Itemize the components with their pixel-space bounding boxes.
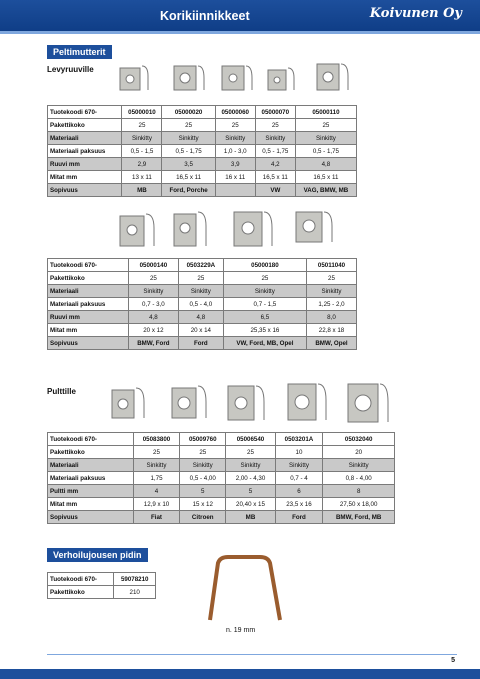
table-cell: Sinkitty (133, 459, 179, 472)
table-cell: 10 (275, 446, 323, 459)
table-cell: 16,5 x 11 (295, 171, 356, 184)
wire-clip-icon (200, 555, 290, 625)
row-label: Sopivuus (48, 184, 122, 197)
table-cell: 0,5 - 1,75 (255, 145, 295, 158)
table-cell: 20,40 x 15 (226, 498, 275, 511)
table-cell: Sinkitty (306, 285, 356, 298)
table-cell: 23,5 x 16 (275, 498, 323, 511)
table-cell: 25 (223, 272, 306, 285)
table-cell: Ford, Porche (162, 184, 215, 197)
company-logo: Koivunen Oy (369, 6, 462, 21)
table-cell: 25 (306, 272, 356, 285)
table-cell: Citroen (180, 511, 226, 524)
table-cell: VAG, BMW, MB (295, 184, 356, 197)
table-cell: Sinkitty (255, 132, 295, 145)
table-cell: MB (122, 184, 162, 197)
table-cell: 05083800 (133, 433, 179, 446)
table-row (48, 446, 395, 459)
table-row (48, 459, 395, 472)
table-cell (215, 184, 255, 197)
table-cell: 15 x 12 (180, 498, 226, 511)
table-row (48, 119, 357, 132)
table-row (48, 573, 156, 586)
product-image-row (110, 208, 360, 263)
table-cell: 05000110 (295, 106, 356, 119)
table-cell: 25 (162, 119, 215, 132)
row-label: Mitat mm (48, 498, 134, 511)
table-cell: Ford (178, 337, 223, 350)
table-cell: Sinkitty (180, 459, 226, 472)
row-label: Materiaali (48, 132, 122, 145)
table-cell: 25 (122, 119, 162, 132)
table-cell: 1,0 - 3,0 (215, 145, 255, 158)
table-row (48, 285, 357, 298)
table-cell: 0,5 - 4,0 (178, 298, 223, 311)
section-title-verhoilujousen-pidin: Verhoilujousen pidin (47, 548, 148, 562)
table-cell: 05009760 (180, 433, 226, 446)
table-cell: BMW, Ford, MB (323, 511, 395, 524)
subtitle-levyruuville: Levyruuville (47, 65, 94, 74)
table-cell: 4 (133, 485, 179, 498)
table-cell: Sinkitty (226, 459, 275, 472)
table-row (48, 586, 156, 599)
table-cell: 4,8 (295, 158, 356, 171)
table-cell: Sinkitty (128, 285, 178, 298)
table-cell: 25 (295, 119, 356, 132)
table-cell: 05032040 (323, 433, 395, 446)
table-levyruuville-2 (47, 258, 357, 350)
table-row (48, 511, 395, 524)
row-label: Mitat mm (48, 324, 129, 337)
table-cell: 25 (215, 119, 255, 132)
table-cell: 2,00 - 4,30 (226, 472, 275, 485)
footer-rule (47, 654, 457, 655)
table-pulttille (47, 432, 395, 524)
table-cell: 0,7 - 1,5 (223, 298, 306, 311)
table-row (48, 106, 357, 119)
table-cell: Sinkitty (295, 132, 356, 145)
table-cell: 2,9 (122, 158, 162, 171)
product-image-row (108, 380, 408, 435)
table-cell: 0503201A (275, 433, 323, 446)
table-cell: 05000140 (128, 259, 178, 272)
table-cell: 13 x 11 (122, 171, 162, 184)
table-cell: 3,5 (162, 158, 215, 171)
table-cell: 0,7 - 4 (275, 472, 323, 485)
table-row (48, 311, 357, 324)
page-number: 5 (451, 657, 455, 664)
clip-nut-images (112, 60, 457, 100)
table-row (48, 171, 357, 184)
row-label: Pakettikoko (48, 272, 129, 285)
table-cell: MB (226, 511, 275, 524)
clip-nut-images (108, 380, 408, 430)
clip-nut-images (110, 208, 360, 258)
table-cell: 05000020 (162, 106, 215, 119)
table-cell: 4,2 (255, 158, 295, 171)
row-label: Tuotekoodi 670- (48, 259, 129, 272)
table-cell: 20 x 14 (178, 324, 223, 337)
table-cell: 25,35 x 16 (223, 324, 306, 337)
table-cell: 25 (180, 446, 226, 459)
table-cell: Sinkitty (223, 285, 306, 298)
table-cell: VW, Ford, MB, Opel (223, 337, 306, 350)
table-cell: 22,8 x 18 (306, 324, 356, 337)
table-row (48, 433, 395, 446)
table-cell: 3,9 (215, 158, 255, 171)
table-cell: 20 x 12 (128, 324, 178, 337)
row-label: Materiaali (48, 459, 134, 472)
table-cell: Sinkitty (122, 132, 162, 145)
table-cell: 1,75 (133, 472, 179, 485)
table-verhoilujousen-pidin (47, 572, 156, 599)
table-cell: 210 (114, 586, 156, 599)
row-label: Materiaali (48, 285, 129, 298)
table-row (48, 298, 357, 311)
table-cell: 4,8 (128, 311, 178, 324)
table-cell: 0503229A (178, 259, 223, 272)
table-cell: BMW, Ford (128, 337, 178, 350)
table-cell: Sinkitty (215, 132, 255, 145)
row-label: Tuotekoodi 670- (48, 573, 114, 586)
table-cell: 05000070 (255, 106, 295, 119)
table-cell: 0,5 - 1,5 (122, 145, 162, 158)
row-label: Ruuvi mm (48, 311, 129, 324)
table-row (48, 259, 357, 272)
upholstery-clip-image (200, 555, 290, 630)
table-cell: 5 (226, 485, 275, 498)
table-row (48, 498, 395, 511)
table-cell: 25 (255, 119, 295, 132)
row-label: Sopivuus (48, 511, 134, 524)
table-cell: 25 (133, 446, 179, 459)
row-label: Pakettikoko (48, 446, 134, 459)
table-row (48, 337, 357, 350)
section-title-peltimutterit: Peltimutterit (47, 45, 112, 59)
table-row (48, 485, 395, 498)
table-cell: 59078210 (114, 573, 156, 586)
table-cell: Ford (275, 511, 323, 524)
table-cell: 0,8 - 4,00 (323, 472, 395, 485)
table-cell: 5 (180, 485, 226, 498)
table-row (48, 145, 357, 158)
row-label: Pakettikoko (48, 586, 114, 599)
product-image-row (112, 60, 457, 105)
table-cell: 16,5 x 11 (255, 171, 295, 184)
row-label: Pakettikoko (48, 119, 122, 132)
table-cell: 8 (323, 485, 395, 498)
table-cell: 20 (323, 446, 395, 459)
table-cell: 25 (226, 446, 275, 459)
table-row (48, 158, 357, 171)
header-stripe (0, 31, 480, 34)
table-cell: 05000010 (122, 106, 162, 119)
page-title: Korikiinnikkeet (160, 9, 250, 23)
table-cell: 05000060 (215, 106, 255, 119)
row-label: Materiaali paksuus (48, 298, 129, 311)
table-row (48, 472, 395, 485)
footer-bar (0, 669, 480, 679)
table-row (48, 272, 357, 285)
row-label: Sopivuus (48, 337, 129, 350)
table-row (48, 184, 357, 197)
table-cell: 16 x 11 (215, 171, 255, 184)
table-cell: 0,5 - 1,75 (295, 145, 356, 158)
table-cell: 0,7 - 3,0 (128, 298, 178, 311)
row-label: Mitat mm (48, 171, 122, 184)
table-cell: 4,8 (178, 311, 223, 324)
clip-dimension: n. 19 mm (226, 627, 256, 634)
table-row (48, 324, 357, 337)
table-cell: Sinkitty (275, 459, 323, 472)
table-cell: 12,9 x 10 (133, 498, 179, 511)
table-cell: 05000180 (223, 259, 306, 272)
table-row (48, 132, 357, 145)
table-cell: 0,5 - 1,75 (162, 145, 215, 158)
row-label: Pultti mm (48, 485, 134, 498)
table-cell: 27,50 x 18,00 (323, 498, 395, 511)
table-cell: 0,5 - 4,00 (180, 472, 226, 485)
table-cell: 05011040 (306, 259, 356, 272)
table-cell: 25 (128, 272, 178, 285)
table-cell: 1,25 - 2,0 (306, 298, 356, 311)
table-cell: 16,5 x 11 (162, 171, 215, 184)
table-cell: VW (255, 184, 295, 197)
subtitle-pulttille: Pulttille (47, 387, 76, 396)
table-cell: Fiat (133, 511, 179, 524)
row-label: Materiaali paksuus (48, 145, 122, 158)
table-cell: 05006540 (226, 433, 275, 446)
table-levyruuville-1 (47, 105, 357, 197)
row-label: Ruuvi mm (48, 158, 122, 171)
table-cell: Sinkitty (178, 285, 223, 298)
header-bar (0, 0, 480, 34)
table-cell: Sinkitty (323, 459, 395, 472)
table-cell: 6 (275, 485, 323, 498)
row-label: Tuotekoodi 670- (48, 106, 122, 119)
table-cell: 8,0 (306, 311, 356, 324)
table-cell: 6,5 (223, 311, 306, 324)
table-cell: 25 (178, 272, 223, 285)
table-cell: BMW, Opel (306, 337, 356, 350)
table-cell: Sinkitty (162, 132, 215, 145)
row-label: Materiaali paksuus (48, 472, 134, 485)
row-label: Tuotekoodi 670- (48, 433, 134, 446)
